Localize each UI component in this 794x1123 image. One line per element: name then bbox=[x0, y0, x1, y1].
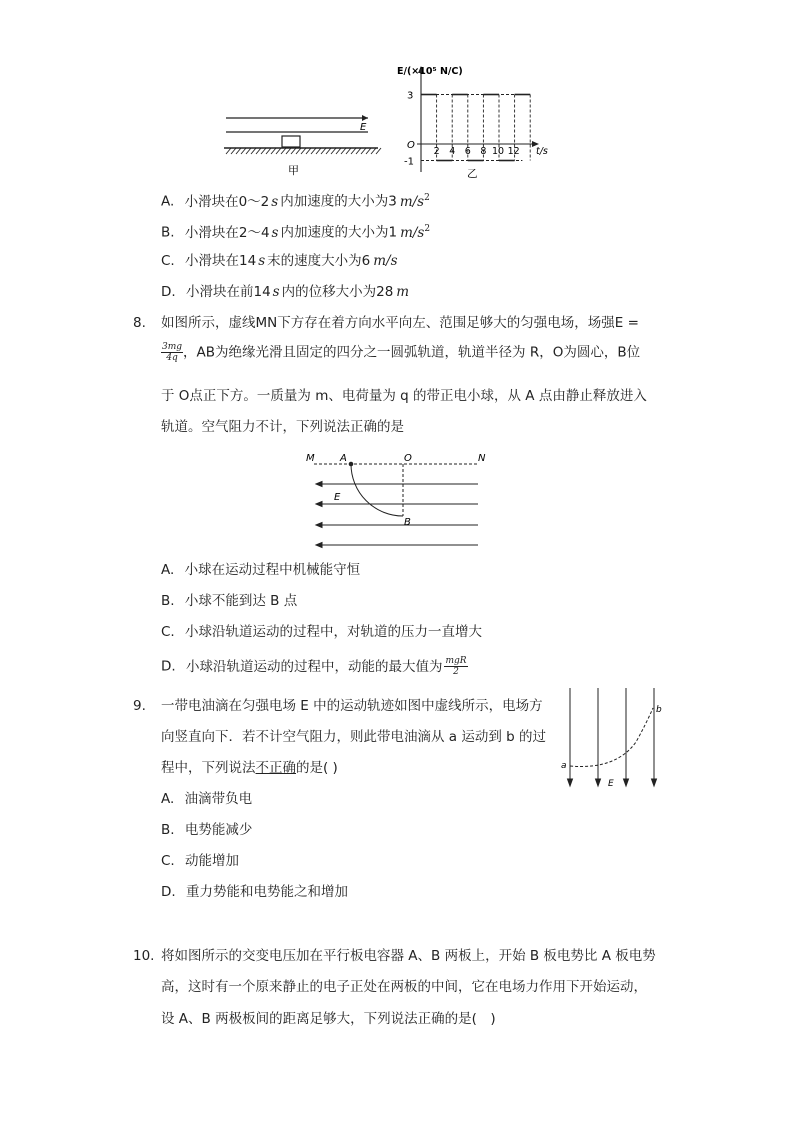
ground-hatch bbox=[266, 148, 271, 154]
ground-hatch bbox=[231, 148, 236, 154]
y-tick-3: 3 bbox=[407, 90, 414, 102]
q9-option-c[interactable] bbox=[161, 851, 239, 871]
option-text: 动能增加 bbox=[185, 853, 240, 869]
fraction-denominator: 2 bbox=[453, 667, 459, 677]
q9-option-d[interactable] bbox=[161, 882, 348, 902]
option-letter: B. bbox=[161, 224, 175, 241]
ground-hatch bbox=[291, 148, 296, 154]
x-axis-label: t/s bbox=[536, 146, 548, 157]
ground-hatch bbox=[341, 148, 346, 154]
q9-line-3-underlined: 不正确 bbox=[255, 760, 296, 776]
ground-hatch bbox=[371, 148, 376, 154]
q10-line-1: 将如图所示的交变电压加在平行板电容器 A、B 两板上，开始 B 板电势比 A 板电势 bbox=[161, 948, 656, 964]
ground-hatch bbox=[331, 148, 336, 154]
field-label-E: E bbox=[360, 122, 367, 133]
q10-line-3: 设 A、B 两极板间的距离足够大，下列说法正确的是( ) bbox=[161, 1011, 496, 1027]
label-b: b bbox=[656, 705, 662, 715]
q8-option-d[interactable] bbox=[161, 656, 468, 677]
option-letter: A. bbox=[161, 791, 175, 807]
option-unit: m/s bbox=[399, 193, 425, 210]
q8-option-b[interactable] bbox=[161, 591, 297, 611]
q9-line-1: 一带电油滴在匀强电场 E 中的运动轨迹如图中虚线所示，电场方 bbox=[161, 698, 543, 714]
label-E: E bbox=[608, 779, 614, 789]
q7-option-c[interactable] bbox=[161, 251, 398, 271]
ground-hatch bbox=[316, 148, 321, 154]
ground-hatch bbox=[356, 148, 361, 154]
option-text: 小球在运动过程中机械能守恒 bbox=[184, 562, 361, 578]
q8-line-1: 如图所示，虚线MN下方存在着方向水平向左、范围足够大的匀强电场，场强E = bbox=[161, 315, 639, 331]
option-letter: D. bbox=[161, 884, 176, 900]
option-unit: s bbox=[271, 224, 279, 241]
ground-hatch bbox=[236, 148, 241, 154]
caption-yi: 乙 bbox=[467, 168, 478, 180]
ground-hatch bbox=[306, 148, 311, 154]
q8-line-3: 于 O点正下方。一质量为 m、电荷量为 q 的带正电小球，从 A 点由静止释放进入 bbox=[161, 388, 647, 404]
option-unit: s bbox=[258, 253, 266, 269]
x-tick-4: 4 bbox=[449, 146, 456, 157]
option-letter: D. bbox=[161, 658, 176, 675]
kinetic-energy-fraction bbox=[444, 656, 467, 677]
q10-number: 10. bbox=[133, 948, 155, 964]
label-A: A bbox=[340, 453, 347, 464]
q8-option-c[interactable] bbox=[161, 622, 482, 642]
option-unit: m/s bbox=[373, 253, 398, 269]
option-text-pre: 小滑块在14 bbox=[185, 253, 257, 269]
option-letter: C. bbox=[161, 624, 175, 640]
q8-number: 8. bbox=[133, 315, 146, 331]
q9-option-a[interactable] bbox=[161, 789, 252, 809]
q9-line-3-post: 的是( ) bbox=[296, 760, 338, 776]
q7-option-a[interactable] bbox=[161, 188, 430, 212]
label-a: a bbox=[561, 761, 567, 771]
x-tick-6: 6 bbox=[464, 146, 471, 157]
q8-line-2 bbox=[161, 342, 640, 363]
ground-hatch bbox=[376, 148, 381, 154]
option-letter: C. bbox=[161, 853, 175, 869]
option-letter: D. bbox=[161, 284, 176, 300]
option-unit: m bbox=[396, 284, 410, 300]
option-text: 重力势能和电势能之和增加 bbox=[185, 884, 348, 900]
q9-figure bbox=[558, 684, 668, 792]
x-tick-12: 12 bbox=[507, 146, 520, 157]
label-B: B bbox=[404, 517, 411, 528]
option-text-mid: 内加速度的大小为1 bbox=[280, 224, 398, 241]
option-sup: 2 bbox=[424, 224, 431, 234]
figure-yi-chart bbox=[385, 62, 565, 182]
q8-line-2-text: ，AB为绝缘光滑且固定的四分之一圆弧轨道，轨道半径为 R，O为圆心，B位 bbox=[183, 344, 641, 361]
option-text-mid: 内的位移大小为28 bbox=[281, 284, 394, 300]
y-axis-label: E/(×10⁵ N/C) bbox=[397, 66, 463, 77]
ground-hatch bbox=[276, 148, 281, 154]
option-text: 电势能减少 bbox=[184, 822, 253, 838]
label-E: E bbox=[334, 492, 341, 503]
option-unit: s bbox=[272, 284, 280, 300]
x-tick-2: 2 bbox=[433, 146, 440, 157]
option-text-mid: 末的速度大小为6 bbox=[267, 253, 371, 269]
ground-hatch bbox=[326, 148, 331, 154]
fraction-numerator: mgR bbox=[445, 656, 467, 666]
ground-hatch bbox=[296, 148, 301, 154]
option-text: 油滴带负电 bbox=[184, 791, 253, 807]
fraction-denominator: 4q bbox=[166, 353, 178, 363]
ground-hatch bbox=[346, 148, 351, 154]
ground-hatch bbox=[361, 148, 366, 154]
ground-hatch bbox=[251, 148, 256, 154]
option-letter: C. bbox=[161, 253, 175, 269]
ground-hatch bbox=[336, 148, 341, 154]
ground-hatch bbox=[366, 148, 371, 154]
option-text: 小球沿轨道运动的过程中，动能的最大值为 bbox=[185, 658, 443, 675]
x-tick-10: 10 bbox=[492, 146, 505, 157]
ground-hatch bbox=[311, 148, 316, 154]
ground-hatch bbox=[226, 148, 231, 154]
option-letter: A. bbox=[161, 193, 175, 210]
ground-hatch bbox=[351, 148, 356, 154]
option-text-mid: 内加速度的大小为3 bbox=[280, 193, 397, 210]
ground-hatch bbox=[241, 148, 246, 154]
label-N: N bbox=[478, 453, 486, 464]
x-tick-8: 8 bbox=[480, 146, 487, 157]
option-sup: 2 bbox=[424, 193, 430, 203]
label-M: M bbox=[306, 453, 315, 464]
q7-option-b[interactable] bbox=[161, 219, 430, 243]
q10-line-2: 高，这时有一个原来静止的电子正处在两板的中间，它在电场力作用下开始运动， bbox=[161, 979, 647, 995]
option-text-pre: 小滑块在前14 bbox=[185, 284, 271, 300]
y-tick-neg1: -1 bbox=[404, 156, 414, 168]
label-O: O bbox=[404, 453, 412, 464]
q8-line-4: 轨道。空气阻力不计，下列说法正确的是 bbox=[161, 419, 404, 435]
q8-option-a[interactable] bbox=[161, 560, 360, 580]
ground-hatch bbox=[256, 148, 261, 154]
origin-label: O bbox=[407, 140, 415, 151]
fraction-numerator: 3mg bbox=[162, 342, 183, 352]
ground-hatch bbox=[271, 148, 276, 154]
q9-option-b[interactable] bbox=[161, 820, 252, 840]
option-letter: B. bbox=[161, 593, 175, 609]
field-strength-fraction bbox=[161, 342, 183, 363]
option-text: 小球沿轨道运动的过程中，对轨道的压力一直增大 bbox=[185, 624, 483, 640]
ground-hatch bbox=[281, 148, 286, 154]
q9-number: 9. bbox=[133, 698, 146, 714]
ground-hatch bbox=[301, 148, 306, 154]
ground-hatch bbox=[246, 148, 251, 154]
figure-jia bbox=[222, 108, 382, 178]
ground-hatch bbox=[261, 148, 266, 154]
option-text: 小球不能到达 B 点 bbox=[184, 593, 298, 609]
q9-line-2: 向竖直向下．若不计空气阻力，则此带电油滴从 a 运动到 b 的过 bbox=[161, 729, 547, 745]
option-letter: A. bbox=[161, 562, 175, 578]
q8-figure bbox=[300, 448, 490, 554]
ground-hatch bbox=[321, 148, 326, 154]
option-unit: m/s bbox=[400, 224, 425, 241]
option-letter: B. bbox=[161, 822, 175, 838]
caption-jia: 甲 bbox=[288, 164, 299, 177]
q9-line-3-pre: 程中，下列说法 bbox=[161, 760, 256, 776]
q9-line-3 bbox=[161, 758, 338, 778]
option-unit: s bbox=[271, 193, 279, 210]
option-text-pre: 小滑块在2～4 bbox=[184, 224, 270, 241]
option-text-pre: 小滑块在0～2 bbox=[184, 193, 270, 210]
ground-hatch bbox=[286, 148, 291, 154]
q7-option-d[interactable] bbox=[161, 282, 409, 302]
